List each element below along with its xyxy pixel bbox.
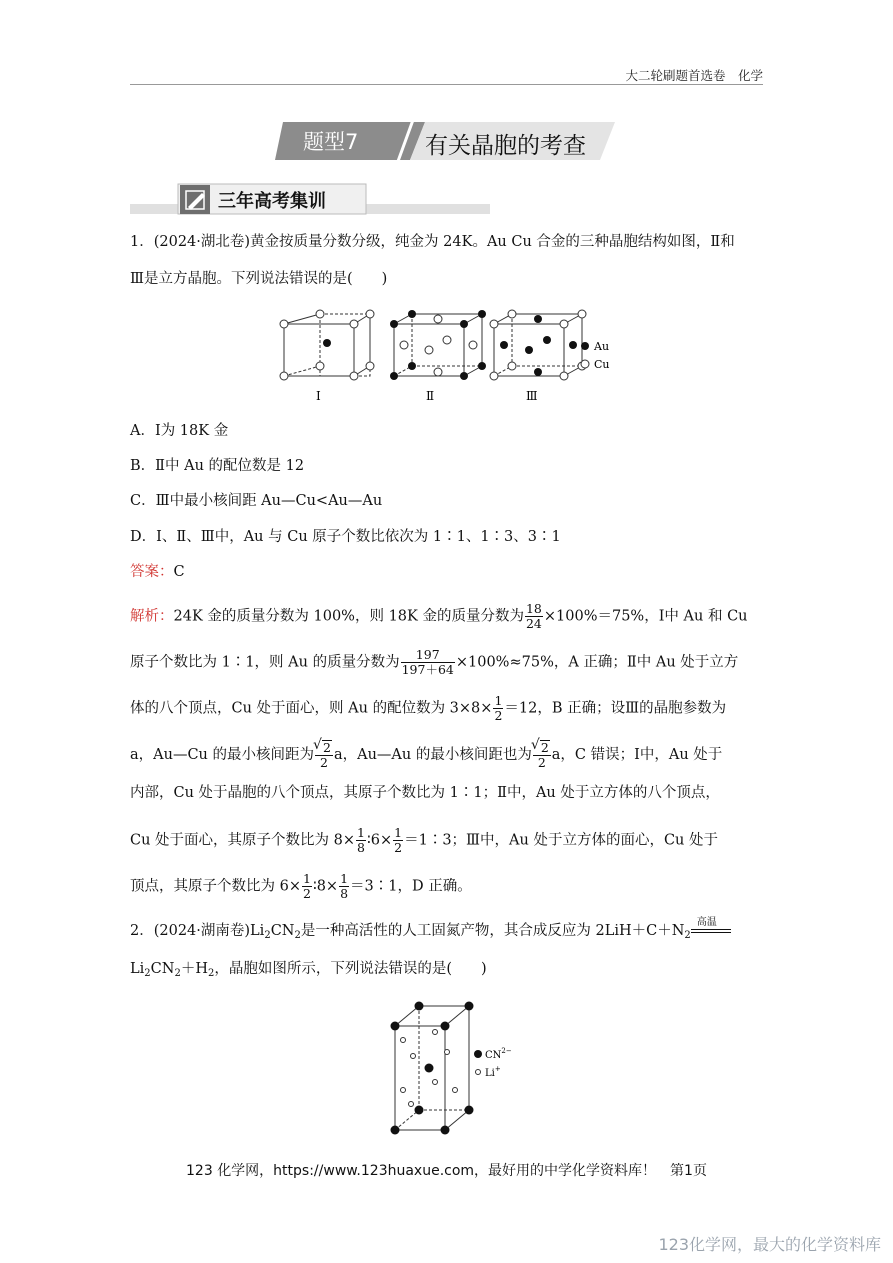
legend-cu: Cu xyxy=(594,358,610,371)
reaction-condition: 高温 xyxy=(696,917,717,928)
legend-li-dot xyxy=(476,1070,481,1075)
answer-line xyxy=(130,561,185,583)
reaction-arrow xyxy=(691,917,731,938)
header-rule xyxy=(130,84,763,85)
option-b: B．Ⅱ中 Au 的配位数是 12 xyxy=(130,458,305,474)
fig-label-II: Ⅱ xyxy=(426,389,435,403)
sqrt-fraction: √ $\frac{2}{2}$ xyxy=(533,740,551,770)
watermark: 123化学网，最大的化学资料库 xyxy=(658,1235,881,1254)
page-footer: 123 化学网，https://www.123huaxue.com，最好用的中学化学资料库！ 第1页 xyxy=(186,1163,707,1179)
analysis-line1 xyxy=(130,602,748,631)
fraction: $\frac{1}{2}$ xyxy=(494,693,503,723)
option-a: A．Ⅰ为 18K 金 xyxy=(130,423,229,439)
fraction: $\frac{1}{8}$ xyxy=(340,871,349,901)
fraction: $\frac{197}{197+64}$ xyxy=(401,647,454,677)
q2-line1: 2．(2024·湖南卷)$Li_2CN_2$是一种高活性的人工固氮产物，其合成反应为 $2LiH+C+N_2$ 高温 xyxy=(130,920,731,947)
option-c: C．Ⅲ中最小核间距 Au—Cu<Au—Au xyxy=(130,493,383,509)
fraction: $\frac{1}{2}$ xyxy=(302,871,311,901)
analysis-line5: 内部，Cu 处于晶胞的八个顶点，其原子个数比为 1∶1；Ⅱ中，Au 处于立方体的八个顶点， xyxy=(130,785,720,801)
analysis-text: ×100%＝75%，Ⅰ中 Au 和 Cu xyxy=(543,608,748,625)
answer-value: C xyxy=(173,564,185,580)
sqrt-fraction: √ $\frac{2}{2}$ xyxy=(315,740,333,770)
fraction: $\frac{1}{8}$ xyxy=(357,825,365,855)
analysis-line3: 体的八个顶点，Cu 处于面心，则 Au 的配位数为 3×8× $\frac{1}{2}$ ＝12，B 正确；设Ⅲ的晶胞参数为 xyxy=(130,693,727,723)
header-text: 大二轮刷题首选卷 化学 xyxy=(625,68,763,83)
cell-III xyxy=(490,310,586,403)
legend-cn: $CN^{2-}$ xyxy=(485,1047,512,1061)
q2-figure xyxy=(385,992,525,1140)
title-tag: 题型7 xyxy=(303,130,359,154)
analysis-line6: Cu 处于面心，其原子个数比为 8× $\frac{1}{8}$ ∶6× $\frac{1}{2}$ ＝1∶3；Ⅲ中，Au 处于立方体的面心，Cu 处于 xyxy=(130,825,718,855)
page-title: 有关晶胞的考查 xyxy=(425,133,586,159)
section-banner xyxy=(130,182,490,220)
option-d: D．Ⅰ、Ⅱ、Ⅲ中，Au 与 Cu 原子个数比依次为 1∶1、1∶3、3∶1 xyxy=(130,529,561,545)
q2-line2: $Li_2CN_2+H_2$，晶胞如图所示，下列说法错误的是( ) xyxy=(130,961,487,979)
legend-cu-dot xyxy=(581,360,589,368)
section-title: 三年高考集训 xyxy=(218,191,326,212)
q1-line2: Ⅲ是立方晶胞。下列说法错误的是( ) xyxy=(130,271,388,287)
analysis-text: 24K 金的质量分数为 100%，则 18K 金的质量分数为 xyxy=(173,608,524,625)
legend-cn-dot xyxy=(474,1050,482,1058)
answer-label: 答案： xyxy=(130,564,174,580)
analysis-line7: 顶点，其原子个数比为 6× $\frac{1}{2}$ ∶8× $\frac{1}{8}$ ＝3∶1，D 正确。 xyxy=(130,871,472,901)
cell-II xyxy=(390,310,486,403)
q1-figure xyxy=(270,300,630,410)
q1-line1: 1．(2024·湖北卷)黄金按质量分数分级，纯金为 24K。Au Cu 合金的三种晶胞结构如图，Ⅱ和 xyxy=(130,234,735,250)
title-banner xyxy=(275,118,615,166)
analysis-line4: a，Au—Cu 的最小核间距为 √ $\frac{2}{2}$ a，Au—Au 的最小核间距也为 √ $\frac{2}{2}$ a，C 错误；Ⅰ中，Au 处于 xyxy=(130,740,722,770)
analysis-line2: 原子个数比为 1∶1，则 Au 的质量分数为 $\frac{197}{197+64}$ ×100%≈75%，A 正确；Ⅱ中 Au 处于立方 xyxy=(130,647,739,677)
legend-li: Li+ xyxy=(485,1065,501,1079)
fraction: $\frac{1}{2}$ xyxy=(394,825,403,855)
fraction: $\frac{18}{24}$ xyxy=(525,601,542,631)
fig-label-III: Ⅲ xyxy=(526,389,538,403)
legend-au: Au xyxy=(594,340,610,353)
legend-au-dot xyxy=(581,342,589,350)
fig-label-I: Ⅰ xyxy=(316,389,321,403)
analysis-label: 解析： xyxy=(130,608,174,625)
